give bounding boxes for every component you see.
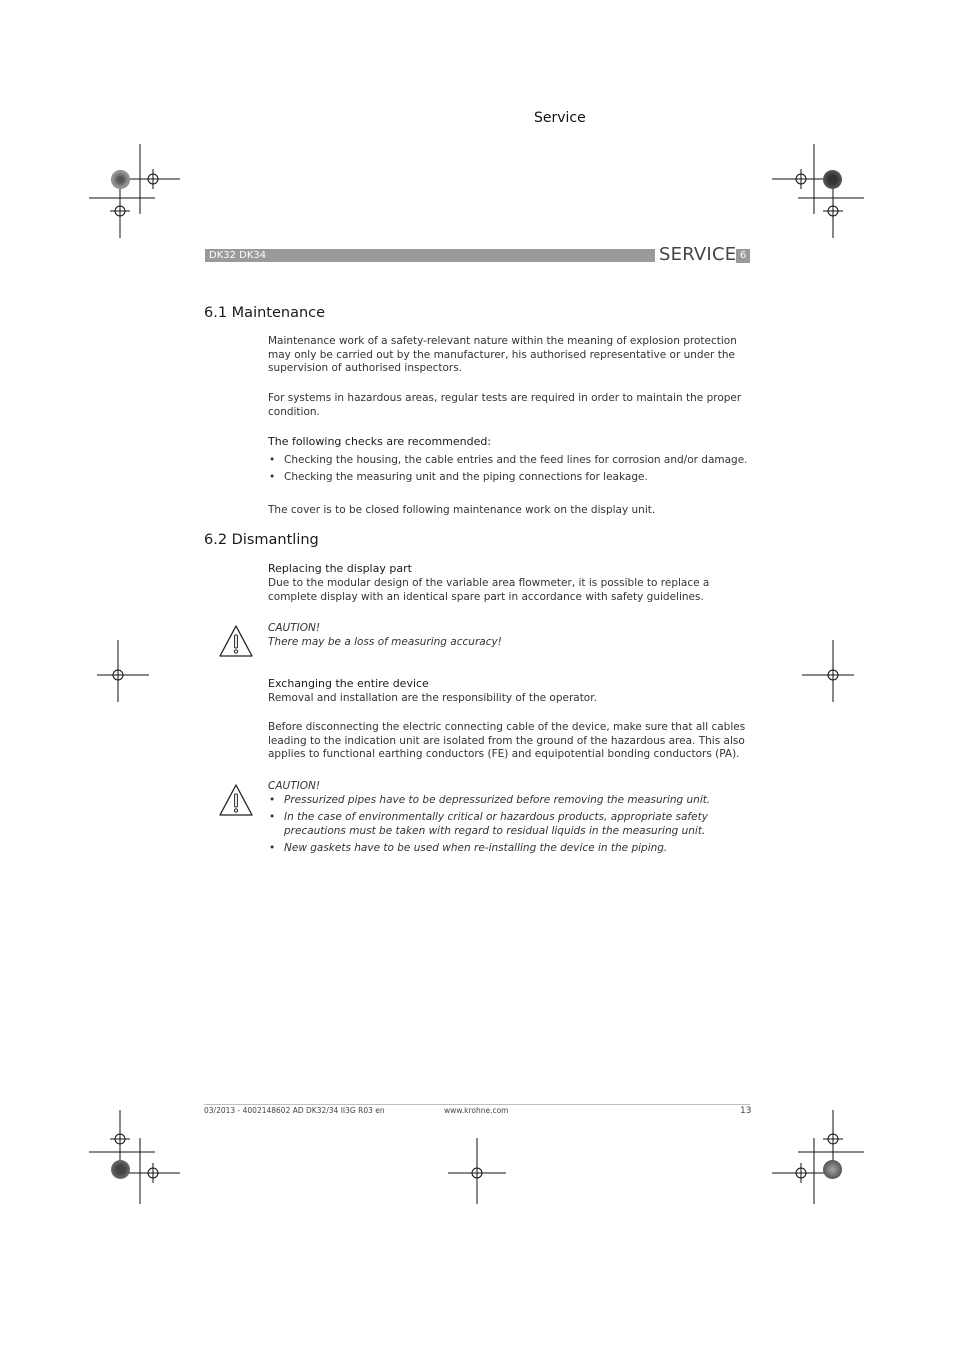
paragraph: Maintenance work of a safety-relevant nature within the meaning of explosion protection may only be carried out by the manufacturer, his authorised representative or under the supervision of authorised inspectors. xyxy=(268,335,737,375)
replace-title: Replacing the display part xyxy=(268,562,412,575)
page-number: 13 xyxy=(740,1106,752,1116)
caution-title: CAUTION! xyxy=(268,780,321,792)
color-target-icon xyxy=(823,170,842,189)
footer-rule xyxy=(204,1104,750,1105)
color-target-icon xyxy=(823,1160,842,1179)
color-target-icon xyxy=(111,1160,130,1179)
checks-title: The following checks are recommended: xyxy=(268,435,492,448)
caution-list xyxy=(268,794,752,855)
warning-icon xyxy=(218,783,254,817)
caution-text: There may be a loss of measuring accuracy! xyxy=(268,636,502,648)
registration-mark xyxy=(442,1138,512,1208)
header-chapter-title: SERVICE xyxy=(659,244,737,265)
paragraph: Removal and installation are the responsibility of the operator. xyxy=(268,692,597,704)
warning-icon xyxy=(218,624,254,658)
paragraph: Due to the modular design of the variable area flowmeter, it is possible to replace a complete display with an identical spare part in accordance with safety guidelines. xyxy=(268,577,710,603)
list-item: • Pressurized pipes have to be depressurized before removing the measuring unit. xyxy=(268,794,752,808)
paragraph: For systems in hazardous areas, regular tests are required in order to maintain the proper condition. xyxy=(268,392,742,418)
section-heading-dismantling: 6.2 Dismantling xyxy=(204,532,319,548)
footer-website: www.krohne.com xyxy=(444,1106,509,1115)
list-item: • Checking the housing, the cable entries and the feed lines for corrosion and/or damage. xyxy=(268,454,752,468)
registration-mark xyxy=(798,640,868,710)
caution-title: CAUTION! xyxy=(268,622,321,634)
slug-title: Service xyxy=(534,110,586,126)
chapter-number-badge: 6 xyxy=(736,249,750,263)
header-bar xyxy=(205,249,655,262)
footer-doc-reference: 03/2013 - 4002148602 AD DK32/34 II3G R03 en xyxy=(204,1106,385,1115)
list-item: • Checking the measuring unit and the piping connections for leakage. xyxy=(268,471,752,485)
color-target-icon xyxy=(111,170,130,189)
registration-mark xyxy=(83,640,153,710)
exchange-title: Exchanging the entire device xyxy=(268,677,429,690)
header-device-code: DK32 DK34 xyxy=(209,250,267,261)
checks-list xyxy=(268,454,752,485)
list-item: • New gaskets have to be used when re-installing the device in the piping. xyxy=(268,842,752,856)
paragraph: The cover is to be closed following maintenance work on the display unit. xyxy=(268,504,656,516)
list-item: • In the case of environmentally critical or hazardous products, appropriate safety precautions must be taken with regard to residual liquids in the measuring unit. xyxy=(268,811,752,838)
paragraph: Before disconnecting the electric connecting cable of the device, make sure that all cables leading to the indication unit are isolated from the ground of the hazardous area. This also applies to functional earthing conductors (FE) and equipotential bonding conductors (PA). xyxy=(268,721,746,761)
section-heading-maintenance: 6.1 Maintenance xyxy=(204,305,326,321)
